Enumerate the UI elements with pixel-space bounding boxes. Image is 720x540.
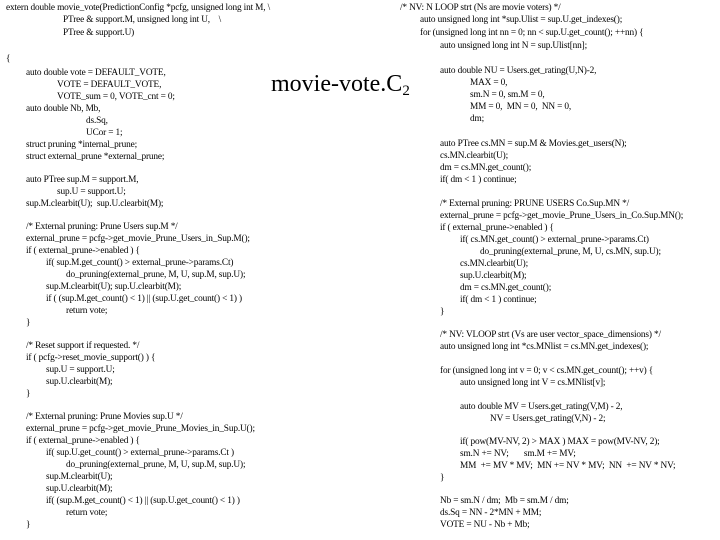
code-line: dm = cs.MN.get_count();: [440, 163, 532, 173]
code-line: MM += MV * MV; MN += NV * MV; NN += NV * NV;: [460, 461, 676, 471]
code-line: }: [440, 473, 445, 483]
code-line: {: [6, 54, 11, 64]
code-line: if( pow(MV-NV, 2) > MAX ) MAX = pow(MV-NV, 2);: [460, 437, 660, 447]
code-line: ds.Sq = NN - 2*MN + MM;: [440, 508, 542, 518]
code-line: /* NV: VLOOP strt (Vs are user vector_space_dimensions) */: [440, 330, 661, 340]
code-line: cs.MN.clearbit(U);: [440, 151, 509, 161]
code-line: cs.MN.clearbit(U);: [460, 259, 529, 269]
code-line: sup.U = support.U;: [57, 187, 126, 197]
code-line: return vote;: [66, 306, 108, 316]
code-line: struct external_prune *external_prune;: [26, 152, 165, 162]
code-line: /* Reset support if requested. */: [26, 341, 140, 351]
code-line: /* External pruning: PRUNE USERS Co.Sup.MN */: [440, 199, 630, 209]
code-line: dm = cs.MN.get_count();: [460, 283, 552, 293]
code-line: sm.N += NV; sm.M += MV;: [460, 449, 576, 459]
code-line: }: [26, 318, 31, 328]
code-line: VOTE = NU - Nb + Mb;: [440, 520, 530, 530]
code-line: return vote;: [66, 508, 108, 518]
code-line: if ( external_prune->enabled ) {: [26, 436, 140, 446]
code-line: auto double MV = Users.get_rating(V,M) - 2,: [460, 402, 623, 412]
code-line: auto PTree sup.M = support.M,: [26, 175, 139, 185]
code-line: if ( pcfg->reset_movie_support() ) {: [26, 353, 156, 363]
title-subscript: 2: [402, 83, 410, 99]
code-line: if ( (sup.M.get_count() < 1) || (sup.U.get_count() < 1) ): [46, 294, 242, 304]
code-line: for (unsigned long int v = 0; v < cs.MN.get_count(); ++v) {: [440, 366, 654, 376]
code-line: do_pruning(external_prune, M, U, cs.MN, sup.U);: [480, 247, 661, 257]
code-line: sup.U.clearbit(M);: [46, 377, 113, 387]
code-line: ds.Sq,: [86, 116, 108, 126]
code-line: if( cs.MN.get_count() > external_prune->params.Ct): [460, 235, 649, 245]
code-line: sup.M.clearbit(U); sup.U.clearbit(M);: [46, 282, 182, 292]
code-line: MM = 0, MN = 0, NN = 0,: [470, 102, 572, 112]
code-line: UCor = 1;: [86, 128, 123, 138]
page-title: [271, 70, 410, 105]
code-line: VOTE_sum = 0, VOTE_cnt = 0;: [57, 92, 175, 102]
code-line: MAX = 0,: [470, 78, 508, 88]
code-line: /* External pruning: Prune Movies sup.U */: [26, 412, 183, 422]
code-line: do_pruning(external_prune, M, U, sup.M, sup.U);: [66, 460, 246, 470]
code-line: if( sup.U.get_count() > external_prune->params.Ct ): [46, 448, 234, 458]
code-line: }: [440, 307, 445, 317]
code-line: VOTE = DEFAULT_VOTE,: [57, 80, 162, 90]
code-line: do_pruning(external_prune, M, U, sup.M, sup.U);: [66, 270, 246, 280]
code-line: if ( external_prune->enabled ) {: [440, 223, 554, 233]
code-line: external_prune = pcfg->get_movie_Prune_Movies_in_Sup.U();: [26, 424, 255, 434]
code-line: auto double vote = DEFAULT_VOTE,: [26, 68, 166, 78]
code-line: }: [26, 389, 31, 399]
code-line: if( sup.M.get_count() > external_prune->params.Ct): [46, 258, 234, 268]
code-line: for (unsigned long int nn = 0; nn < sup.U.get_count(); ++nn) {: [420, 28, 644, 38]
code-line: /* NV: N LOOP strt (Ns are movie voters) */: [400, 3, 561, 13]
code-line: if ( external_prune->enabled ) {: [26, 246, 140, 256]
code-line: struct pruning *internal_prune;: [26, 140, 138, 150]
code-line: sup.U.clearbit(M);: [46, 484, 113, 494]
code-line: auto unsigned long int *cs.MNlist = cs.MN.get_indexes();: [440, 342, 649, 352]
code-line: if( dm < 1 ) continue;: [440, 175, 517, 185]
code-line: auto double Nb, Mb,: [26, 104, 101, 114]
code-line: if( (sup.M.get_count() < 1) || (sup.U.get_count() < 1) ): [46, 496, 240, 506]
code-line: PTree & support.M, unsigned long int U, \: [63, 15, 222, 25]
title-main: movie-vote.C: [271, 71, 403, 97]
code-line: extern double movie_vote(PredictionConfig *pcfg, unsigned long int M, \: [6, 3, 271, 13]
code-line: NV = Users.get_rating(V,N) - 2;: [490, 414, 606, 424]
code-line: if( dm < 1 ) continue;: [460, 295, 537, 305]
code-line: auto double NU = Users.get_rating(U,N)-2,: [440, 66, 597, 76]
code-line: auto unsigned long int N = sup.Ulist[nn];: [440, 41, 588, 51]
code-line: auto PTree cs.MN = sup.M & Movies.get_users(N);: [440, 139, 627, 149]
code-line: sm.N = 0, sm.M = 0,: [470, 90, 545, 100]
code-line: auto unsigned long int *sup.Ulist = sup.U.get_indexes();: [420, 15, 623, 25]
code-line: external_prune = pcfg->get_movie_Prune_Users_in_Co.Sup.MN();: [440, 211, 684, 221]
code-line: }: [26, 520, 31, 530]
code-line: sup.M.clearbit(U); sup.U.clearbit(M);: [26, 199, 164, 209]
code-line: sup.U = support.U;: [46, 365, 115, 375]
code-line: Nb = sm.N / dm; Mb = sm.M / dm;: [440, 496, 569, 506]
code-line: PTree & support.U): [63, 28, 135, 38]
code-line: auto unsigned long int V = cs.MNlist[v];: [460, 378, 606, 388]
code-line: sup.M.clearbit(U);: [46, 472, 113, 482]
code-line: /* External pruning: Prune Users sup.M */: [26, 222, 178, 232]
code-line: dm;: [470, 114, 485, 124]
code-line: external_prune = pcfg->get_movie_Prune_Users_in_Sup.M();: [26, 234, 250, 244]
code-line: sup.U.clearbit(M);: [460, 271, 527, 281]
